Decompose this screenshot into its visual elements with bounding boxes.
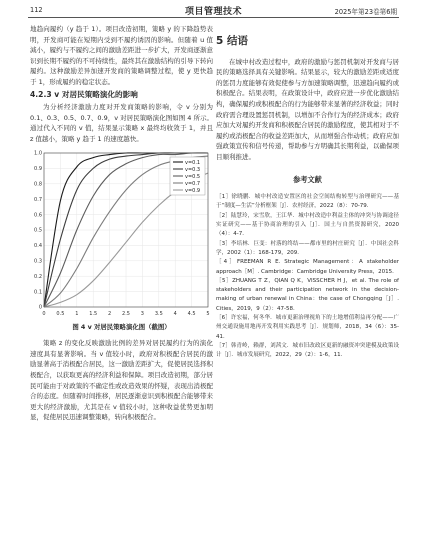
x-tick-label: 2 bbox=[108, 310, 112, 317]
y-tick-label: 0.4 bbox=[34, 242, 42, 249]
x-tick-label: 4 bbox=[173, 310, 177, 317]
x-tick-label: 1.5 bbox=[89, 310, 98, 317]
page-header bbox=[0, 0, 427, 24]
issue-info: 2025年第23卷第6期 bbox=[334, 8, 397, 16]
y-tick-label: 1.0 bbox=[34, 150, 42, 157]
left-column bbox=[30, 24, 213, 423]
reference-item: ［4］FREEMAN R E. Strategic Management：A stakeholder approach［M］. Cambridge：Cambridge University Press，2015. bbox=[216, 259, 399, 275]
reference-item: ［7］韩青岭，赖群，刘茜文．城市旧改政区更新的融资冲突建模及政策设计［J］．城市发展研究，2022，29（2）：1-6，11． bbox=[216, 342, 399, 359]
section-heading-4-2-3: 4.2.3 v 对居民策略演化的影响 bbox=[30, 89, 138, 99]
legend-label: v=0.3 bbox=[185, 166, 201, 173]
y-tick-label: 0.7 bbox=[34, 196, 42, 203]
reference-item: ［1］徐晓鹏．城中村改造安置区的社会空间结构转型与治理研究——基于“制度—生活”分析框架［J］．农村经济，2022（8）：70-79． bbox=[216, 194, 399, 210]
figure-4-chart bbox=[30, 147, 213, 321]
x-tick-label: 2.5 bbox=[122, 310, 130, 317]
y-tick-label: 0.2 bbox=[34, 273, 42, 280]
reference-item: ［3］李培林．巨变：村落的终结——都市里的村庄研究［J］．中国社会科学，2002（1）：168-179，209． bbox=[216, 240, 399, 256]
journal-name: 项目管理技术 bbox=[184, 7, 242, 17]
references-title: 参考文献 bbox=[293, 174, 322, 184]
y-tick-label: 0 bbox=[38, 304, 42, 311]
figure-caption: 图 4 v 对居民策略演化图（截图） bbox=[72, 322, 171, 331]
x-tick-label: 1 bbox=[75, 310, 79, 317]
reference-item: ［2］陆慧玲，宋雪欣，王江华．城中村改造中利益主体的冲突与协调途径实证研究——基于协商治理的引入［J］．国土与自然资源研究，2020（4）：4-7． bbox=[216, 212, 399, 238]
y-tick-label: 0.3 bbox=[34, 258, 42, 265]
legend-label: v=0.5 bbox=[185, 173, 201, 180]
y-tick-label: 0.9 bbox=[34, 165, 42, 172]
x-tick-label: 5 bbox=[206, 310, 210, 317]
section-heading-conclusion: 5 结语 bbox=[216, 35, 248, 47]
y-tick-label: 0.1 bbox=[34, 288, 42, 295]
y-tick-label: 0.8 bbox=[34, 181, 42, 188]
paragraph-top: 地趋向履约（y 趋于 1）。项目改造初期，策略 y 的下降趋势表明，开发商可能在短期内受到不履约诱因的影响。但随着 u 值減小，履约与不履约之间的激励差距进一步扩大，开发商逐渐意识到长期不履约的不可持续性，最终其在激励结构的引导下转向履约。这种激励差异加速开发商的策略调整过程，使 y 更快趋于 1，形成履约的稳定状态。 bbox=[30, 25, 213, 86]
x-tick-label: 3 bbox=[140, 310, 144, 317]
reference-list bbox=[216, 193, 399, 360]
paragraph-conclusion: 在城中村改造过程中，政府的激励与惩罚机制对开发商与居民的策略选择具有关键影响。结果显示，较大的激励差距或适度的惩罚力度能够有效促使参与方加速策略调整，迅速趋向履约或积极配合。结果表明，在政策设计中，政府应进一步优化激励结构，确保履约或积极配合的行为能够带来显著的经济收益；同时政府需合理设置惩罚机制，以增加不合作行为的经济成本；政府应加大对履约开发商和积极配合居民的激励程度，使其相对于不履约或消极配合的收益差距加大，从而增强合作动机；政府应加强政策宣传和信号传递，帮助参与方明确其长期利益，以确保项目顺利推进。 bbox=[216, 57, 399, 161]
legend-label: v=0.9 bbox=[185, 187, 201, 194]
paragraph-after-figure: 策略 z 的变化反映激励比例的差异对居民履约行为的演化速度具有显著影响。当 v 值较小时，政府对积极配合居民的激励显著高于消极配合居民，这一激励差距扩大，促使居民选择积极配合，以获取更高的经济利益和保障。项目改造初期，部分居民可能由于对政策的不确定性或改造效果的怀疑，表现出消极配合的态度。但随着时间推移，居民逐渐意识到积极配合能够带来更大的经济激励，尤其是在 v 值较小时，这种收益优势更加明显，促使居民迅速调整策略，转向积极配合。 bbox=[30, 339, 213, 422]
legend-label: v=0.7 bbox=[185, 180, 201, 187]
x-tick-label: 0 bbox=[42, 310, 46, 317]
x-tick-label: 0.5 bbox=[56, 310, 65, 317]
line-chart bbox=[30, 147, 213, 321]
right-column bbox=[216, 24, 399, 360]
x-tick-label: 4.5 bbox=[187, 310, 196, 317]
paragraph-v-intro: 为分析经济激励力度对开发商策略的影响，令 v 分别为 0.1、0.3、0.5、0.7、0.9，v 对居民策略演化图如图 4 所示。通过代入不同的 v 值，结果显示策略 x 最终均收敛于 1，并且 z 值越小，策略 y 趋于 1 的速度越快。 bbox=[30, 103, 213, 143]
x-tick-label: 3.5 bbox=[154, 310, 163, 317]
page-number: 112 bbox=[30, 6, 43, 14]
y-tick-label: 0.5 bbox=[34, 227, 42, 234]
reference-item: ［5］ZHUANG T Z，QIAN Q K，VISSCHER H J，et al. The role of stakeholders and their participation network in the decision-making of urban renewal in China：the case of Chongqing［J］. Cities，2019，9（2）：47-58. bbox=[216, 277, 399, 312]
y-tick-label: 0.6 bbox=[34, 211, 42, 218]
legend-label: v=0.1 bbox=[185, 159, 201, 166]
header-divider bbox=[28, 17, 399, 18]
reference-item: ［6］许宏福，何冬华．城市更新治理视角下的土地增值利益再分配——广州交通设施用地再开发利用实践思考［J］．规划师，2018，34（6）：35-41． bbox=[216, 314, 399, 340]
